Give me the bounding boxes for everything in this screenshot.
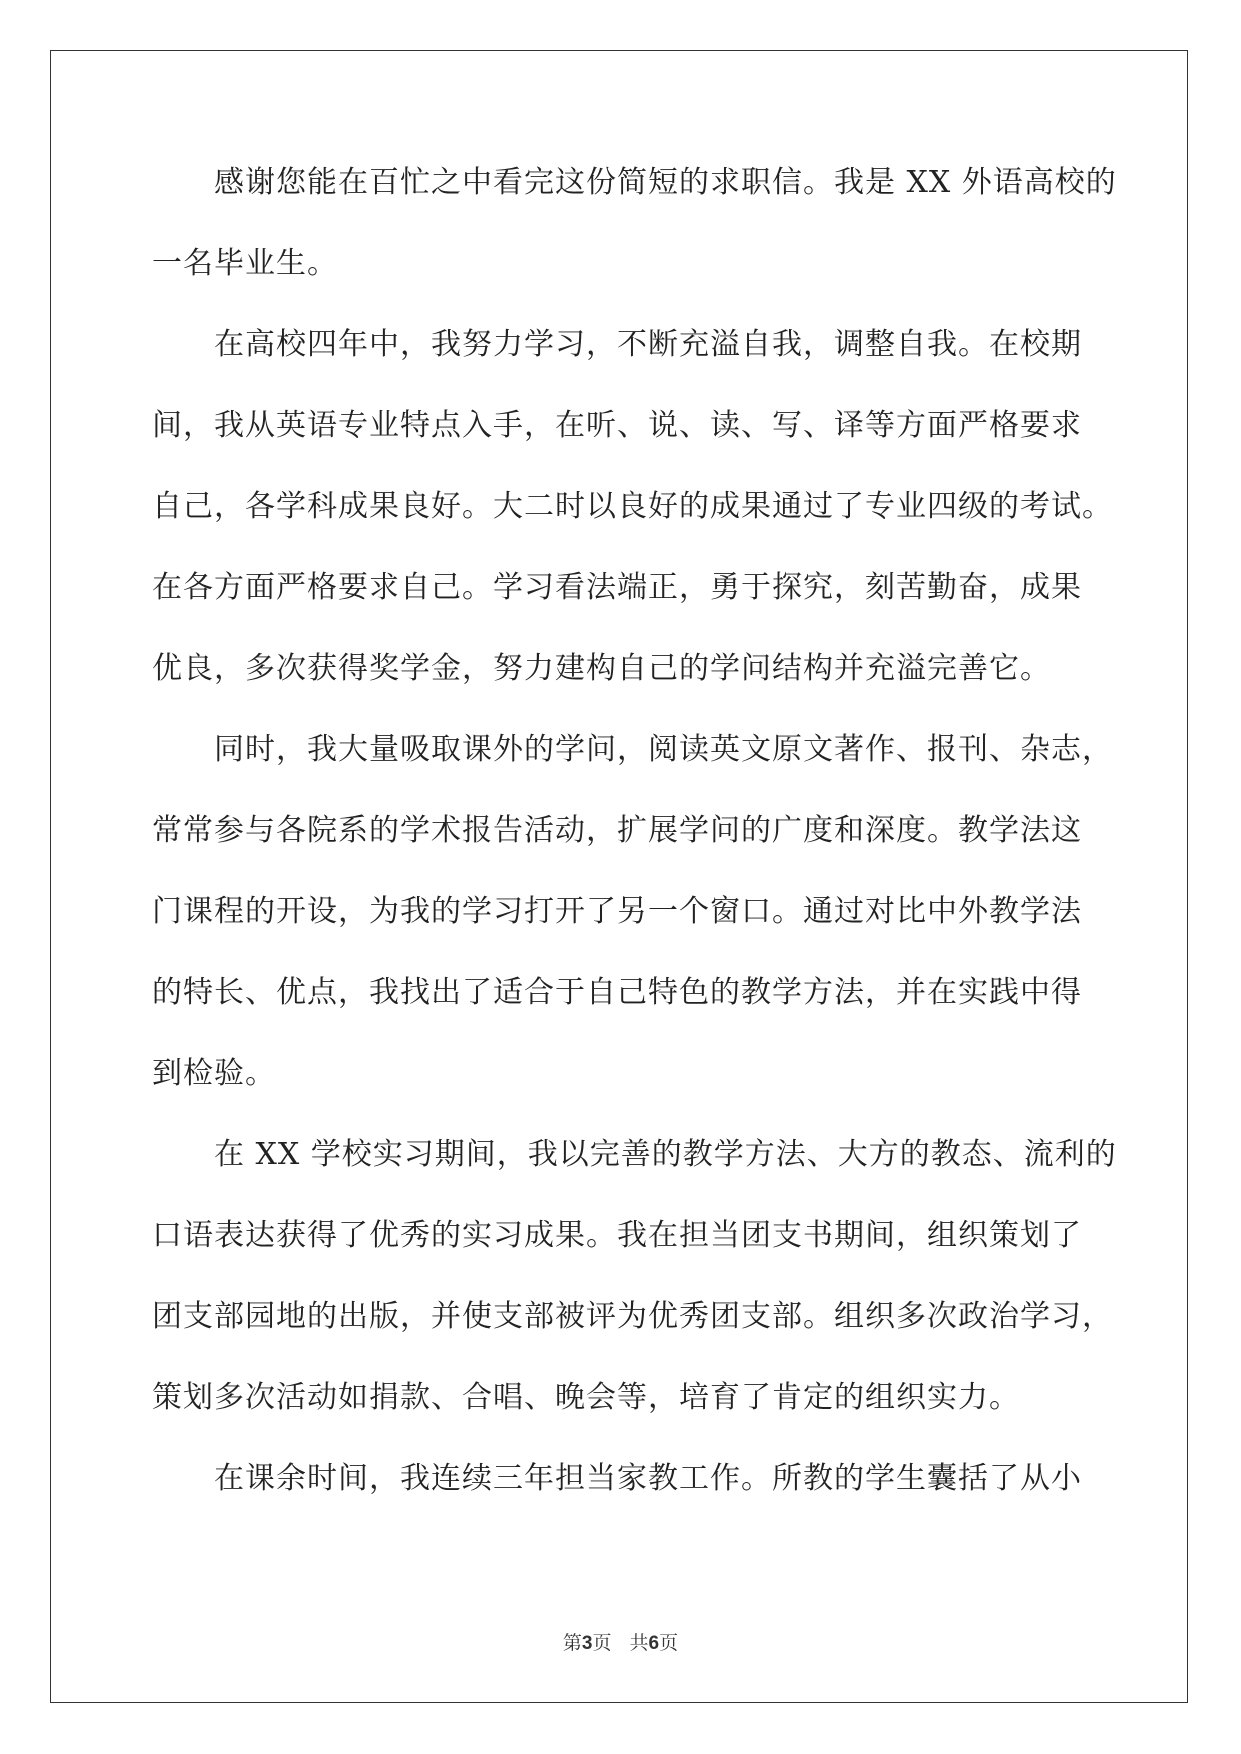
page-footer [0,1628,1241,1655]
document-body [152,165,1117,1543]
text-line: 同时，我大量吸取课外的学问，阅读英文原文著作、报刊、杂志， [214,732,1113,767]
total-suffix: 页 [659,1632,679,1654]
text-line: 在 XX 学校实习期间，我以完善的教学方法、大方的教态、流利的 [214,1137,1117,1172]
current-page-number: 3 [581,1633,593,1654]
text-line: 优良，多次获得奖学金，努力建构自己的学问结构并充溢完善它。 [152,651,1051,686]
text-line: 自己，各学科成果良好。大二时以良好的成果通过了专业四级的考试。 [152,489,1113,524]
text-line: 在课余时间，我连续三年担当家教工作。所教的学生囊括了从小 [214,1461,1082,1496]
page-prefix: 第 [562,1632,582,1654]
total-prefix: 共 [629,1632,649,1654]
text-line: 的特长、优点，我找出了适合于自己特色的教学方法，并在实践中得 [152,975,1082,1010]
text-line: 间，我从英语专业特点入手，在听、说、读、写、译等方面严格要求 [152,408,1082,443]
text-line: 策划多次活动如捐款、合唱、晚会等，培育了肯定的组织实力。 [152,1380,1020,1415]
total-pages-number: 6 [648,1633,660,1654]
text-line: 到检验。 [152,1056,276,1091]
text-line: 门课程的开设，为我的学习打开了另一个窗口。通过对比中外教学法 [152,894,1082,929]
text-line: 常常参与各院系的学术报告活动，扩展学问的广度和深度。教学法这 [152,813,1082,848]
text-line: 一名毕业生。 [152,246,338,281]
text-line: 感谢您能在百忙之中看完这份简短的求职信。我是 XX 外语高校的 [214,165,1117,200]
text-line: 团支部园地的出版，并使支部被评为优秀团支部。组织多次政治学习， [152,1299,1113,1334]
text-line: 在各方面严格要求自己。学习看法端正，勇于探究，刻苦勤奋，成果 [152,570,1082,605]
page-suffix: 页 [592,1632,612,1654]
text-line: 口语表达获得了优秀的实习成果。我在担当团支书期间，组织策划了 [152,1218,1082,1253]
text-line: 在高校四年中，我努力学习，不断充溢自我，调整自我。在校期 [214,327,1082,362]
